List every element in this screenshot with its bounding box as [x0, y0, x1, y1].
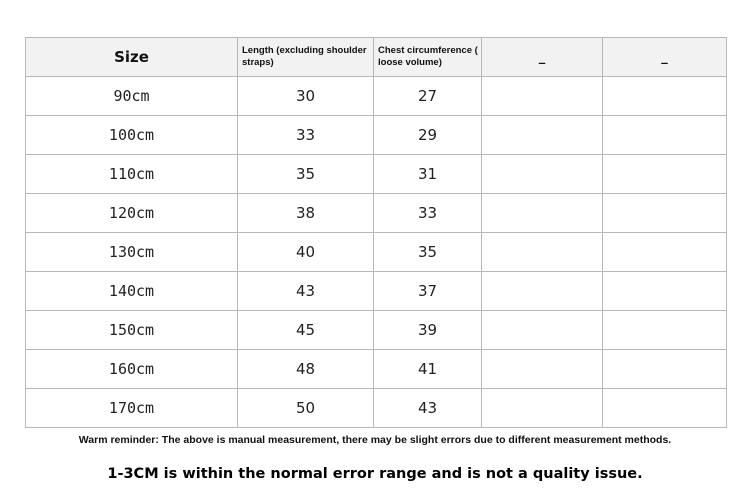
size-cell: 110cm	[26, 155, 238, 194]
length-cell: 48	[238, 350, 374, 389]
length-cell: 33	[238, 116, 374, 155]
empty-cell	[482, 389, 603, 428]
table-row	[26, 233, 727, 272]
size-cell: 160cm	[26, 350, 238, 389]
chest-cell: 43	[374, 389, 482, 428]
table-row	[26, 155, 727, 194]
table-row	[26, 77, 727, 116]
empty-cell	[603, 116, 727, 155]
table-row	[26, 116, 727, 155]
table-row	[26, 194, 727, 233]
size-cell: 170cm	[26, 389, 238, 428]
empty-cell	[482, 233, 603, 272]
chest-cell: 29	[374, 116, 482, 155]
length-cell: 50	[238, 389, 374, 428]
length-cell: 30	[238, 77, 374, 116]
chest-cell: 39	[374, 311, 482, 350]
size-cell: 140cm	[26, 272, 238, 311]
error-range-note: 1-3CM is within the normal error range and is not a quality issue.	[107, 466, 643, 482]
length-cell: 38	[238, 194, 374, 233]
empty-cell	[603, 389, 727, 428]
empty-cell	[482, 155, 603, 194]
empty-cell	[603, 194, 727, 233]
empty-cell	[603, 155, 727, 194]
chest-cell: 35	[374, 233, 482, 272]
table-row	[26, 272, 727, 311]
header-col4: _	[482, 38, 603, 77]
empty-cell	[482, 194, 603, 233]
length-cell: 45	[238, 311, 374, 350]
header-length: Length (excluding shoulder straps)	[238, 38, 374, 77]
empty-cell	[603, 77, 727, 116]
chest-cell: 31	[374, 155, 482, 194]
chest-cell: 37	[374, 272, 482, 311]
table-row	[26, 311, 727, 350]
header-chest: Chest circumference ( loose volume)	[374, 38, 482, 77]
header-col5: _	[603, 38, 727, 77]
empty-cell	[482, 272, 603, 311]
table-row	[26, 350, 727, 389]
length-cell: 43	[238, 272, 374, 311]
empty-cell	[603, 272, 727, 311]
empty-cell	[482, 350, 603, 389]
chest-cell: 27	[374, 77, 482, 116]
header-size: Size	[26, 38, 238, 77]
empty-cell	[603, 311, 727, 350]
length-cell: 40	[238, 233, 374, 272]
empty-cell	[482, 116, 603, 155]
size-cell: 130cm	[26, 233, 238, 272]
chest-cell: 33	[374, 194, 482, 233]
empty-cell	[603, 350, 727, 389]
size-cell: 90cm	[26, 77, 238, 116]
size-cell: 100cm	[26, 116, 238, 155]
empty-cell	[482, 311, 603, 350]
size-chart-table	[25, 37, 727, 428]
size-cell: 150cm	[26, 311, 238, 350]
empty-cell	[603, 233, 727, 272]
length-cell: 35	[238, 155, 374, 194]
empty-cell	[482, 77, 603, 116]
table-row	[26, 389, 727, 428]
size-cell: 120cm	[26, 194, 238, 233]
table-header-row	[26, 38, 727, 77]
chest-cell: 41	[374, 350, 482, 389]
warm-reminder-text: Warm reminder: The above is manual measurement, there may be slight errors due to different measurement methods.	[78, 434, 672, 446]
